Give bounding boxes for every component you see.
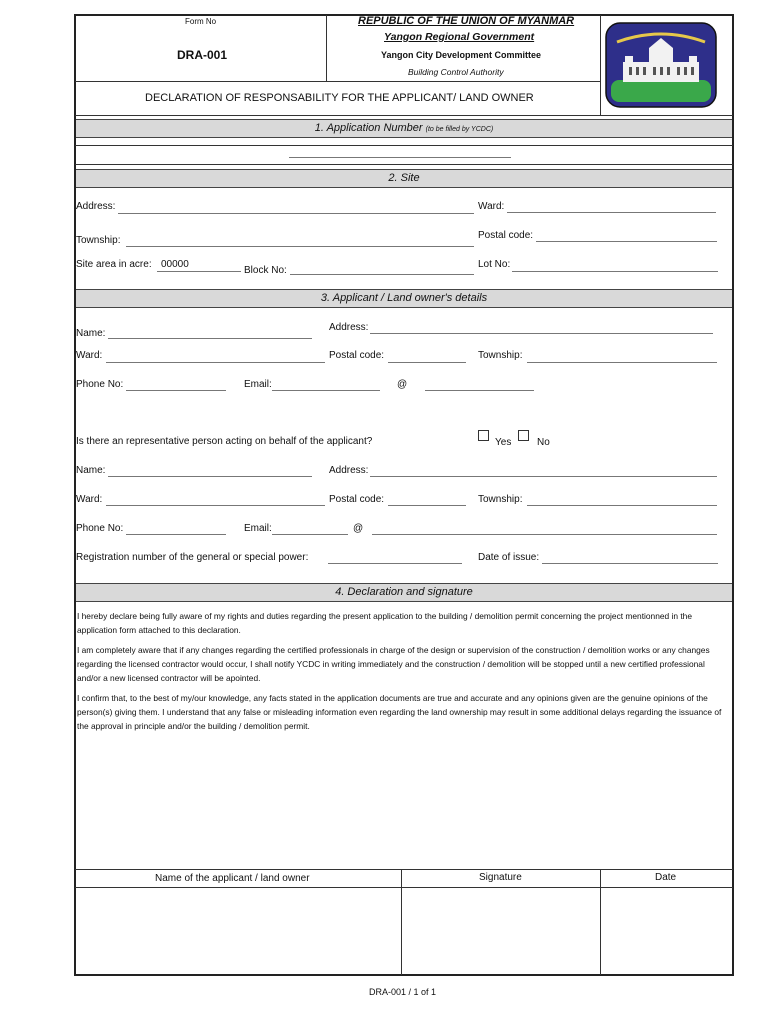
site-township-field[interactable] (126, 246, 474, 247)
rep-name-field[interactable] (108, 476, 312, 477)
declaration-text (77, 609, 727, 739)
lot-label: Lot No: (478, 259, 511, 270)
rep-ward-label: Ward: (76, 494, 103, 505)
rep-email-domain-field[interactable] (372, 534, 717, 535)
applicant-postal-label: Postal code: (329, 350, 385, 361)
rule (75, 164, 733, 165)
applicant-name-cell[interactable] (76, 889, 400, 974)
applicant-phone-field[interactable] (126, 390, 226, 391)
date-issue-field[interactable] (542, 563, 718, 564)
republic-title: REPUBLIC OF THE UNION OF MYANMAR (358, 15, 575, 27)
no-checkbox[interactable] (518, 430, 529, 441)
application-number-field[interactable] (289, 157, 511, 158)
ycdc-seal-icon (605, 22, 717, 108)
table-divider (401, 869, 402, 975)
lot-field[interactable] (512, 271, 718, 272)
applicant-phone-label: Phone No: (76, 379, 124, 390)
col-name-header: Name of the applicant / land owner (155, 873, 310, 884)
form-no-label: Form No (185, 17, 217, 26)
col-signature-header: Signature (479, 872, 522, 883)
header-divider (326, 15, 327, 81)
declaration-title: DECLARATION OF RESPONSABILITY FOR THE APPLICANT/ LAND OWNER (145, 92, 534, 104)
registration-label: Registration number of the general or special power: (76, 552, 309, 563)
site-area-value[interactable]: 00000 (161, 259, 189, 270)
rep-name-label: Name: (76, 465, 106, 476)
site-ward-label: Ward: (478, 201, 505, 212)
rep-phone-field[interactable] (126, 534, 226, 535)
section-1-title: 1. Application Number (314, 122, 423, 134)
applicant-address-field[interactable] (370, 333, 713, 334)
rep-township-label: Township: (478, 494, 523, 505)
registration-field[interactable] (328, 563, 462, 564)
rep-email-at: @ (353, 523, 364, 534)
section-4-header (76, 583, 732, 602)
date-issue-label: Date of issue: (478, 552, 540, 563)
applicant-email-at: @ (397, 379, 408, 390)
rule (75, 145, 733, 146)
rep-address-label: Address: (329, 465, 369, 476)
applicant-address-label: Address: (329, 322, 369, 333)
applicant-ward-label: Ward: (76, 350, 103, 361)
section-3-header (76, 289, 732, 308)
date-cell[interactable] (602, 889, 732, 974)
representative-question: Is there an representative person acting on behalf of the applicant? (76, 436, 373, 447)
site-address-label: Address: (76, 201, 116, 212)
form-code: DRA-001 (177, 48, 228, 62)
section-1-note: (to be filled by YCDC) (425, 126, 494, 133)
site-postal-field[interactable] (536, 241, 717, 242)
header-rule (75, 81, 600, 82)
header-divider-right (600, 15, 601, 115)
section-2-title: 2. Site (388, 172, 420, 184)
rep-postal-label: Postal code: (329, 494, 385, 505)
rep-email-field[interactable] (272, 534, 348, 535)
header-bottom-rule (75, 115, 733, 116)
rep-township-field[interactable] (527, 505, 717, 506)
form-frame (74, 14, 734, 976)
rep-email-label: Email: (244, 523, 272, 534)
declaration-paragraph: I hereby declare being fully aware of my rights and duties regarding the present application to the building / demolition permit concerning the project mentionned in the application form attached to this declaration. (77, 611, 692, 635)
authority-name: Building Control Authority (408, 67, 504, 77)
applicant-ward-field[interactable] (106, 362, 325, 363)
table-divider (600, 869, 601, 975)
site-area-field[interactable] (157, 271, 241, 272)
applicant-email-domain-field[interactable] (425, 390, 534, 391)
site-postal-label: Postal code: (478, 230, 534, 241)
no-label: No (537, 437, 550, 448)
declaration-paragraph: I confirm that, to the best of my/our knowledge, any facts stated in the application documents are true and accurate and any opinions given are the genuine opinions of the person(s) giving them. I understand that any false or misleading information even regarding the land ownership may result in some additional delays regarding the issuance of the approval in principle and/or the building / demolition permit. (77, 693, 722, 731)
site-ward-field[interactable] (507, 212, 716, 213)
page-footer: DRA-001 / 1 of 1 (369, 987, 437, 997)
applicant-township-label: Township: (478, 350, 523, 361)
rep-ward-field[interactable] (106, 505, 325, 506)
section-4-title: 4. Declaration and signature (335, 586, 473, 598)
rep-postal-field[interactable] (388, 505, 466, 506)
site-area-label: Site area in acre: (76, 259, 152, 270)
section-1-header (76, 119, 732, 138)
declaration-paragraph: I am completely aware that if any changes regarding the certified professionals in charge of the design or supervision of the construction / demolition works or any changes regarding the licensed contractor would occur, I shall notify YCDC in writing immediately and the construction / demolition will be stopped until a new certified professional and/or a new licensed contractor will be apointed. (77, 645, 710, 683)
section-3-title: 3. Applicant / Land owner's details (320, 292, 488, 304)
signature-cell[interactable] (403, 889, 599, 974)
applicant-name-field[interactable] (108, 338, 312, 339)
table-header-rule (75, 887, 733, 888)
applicant-postal-field[interactable] (388, 362, 466, 363)
site-address-field[interactable] (118, 213, 474, 214)
section-2-header (76, 169, 732, 188)
applicant-name-label: Name: (76, 328, 106, 339)
applicant-email-label: Email: (244, 379, 272, 390)
table-top-rule (75, 869, 733, 870)
block-field[interactable] (290, 274, 474, 275)
yes-checkbox[interactable] (478, 430, 489, 441)
rep-phone-label: Phone No: (76, 523, 124, 534)
applicant-email-field[interactable] (272, 390, 380, 391)
regional-gov: Yangon Regional Government (384, 31, 535, 43)
committee-name: Yangon City Development Committee (381, 50, 542, 60)
site-township-label: Township: (76, 235, 121, 246)
block-label: Block No: (244, 265, 287, 276)
applicant-township-field[interactable] (527, 362, 717, 363)
yes-label: Yes (495, 437, 512, 448)
col-date-header: Date (655, 872, 677, 883)
rep-address-field[interactable] (370, 476, 717, 477)
